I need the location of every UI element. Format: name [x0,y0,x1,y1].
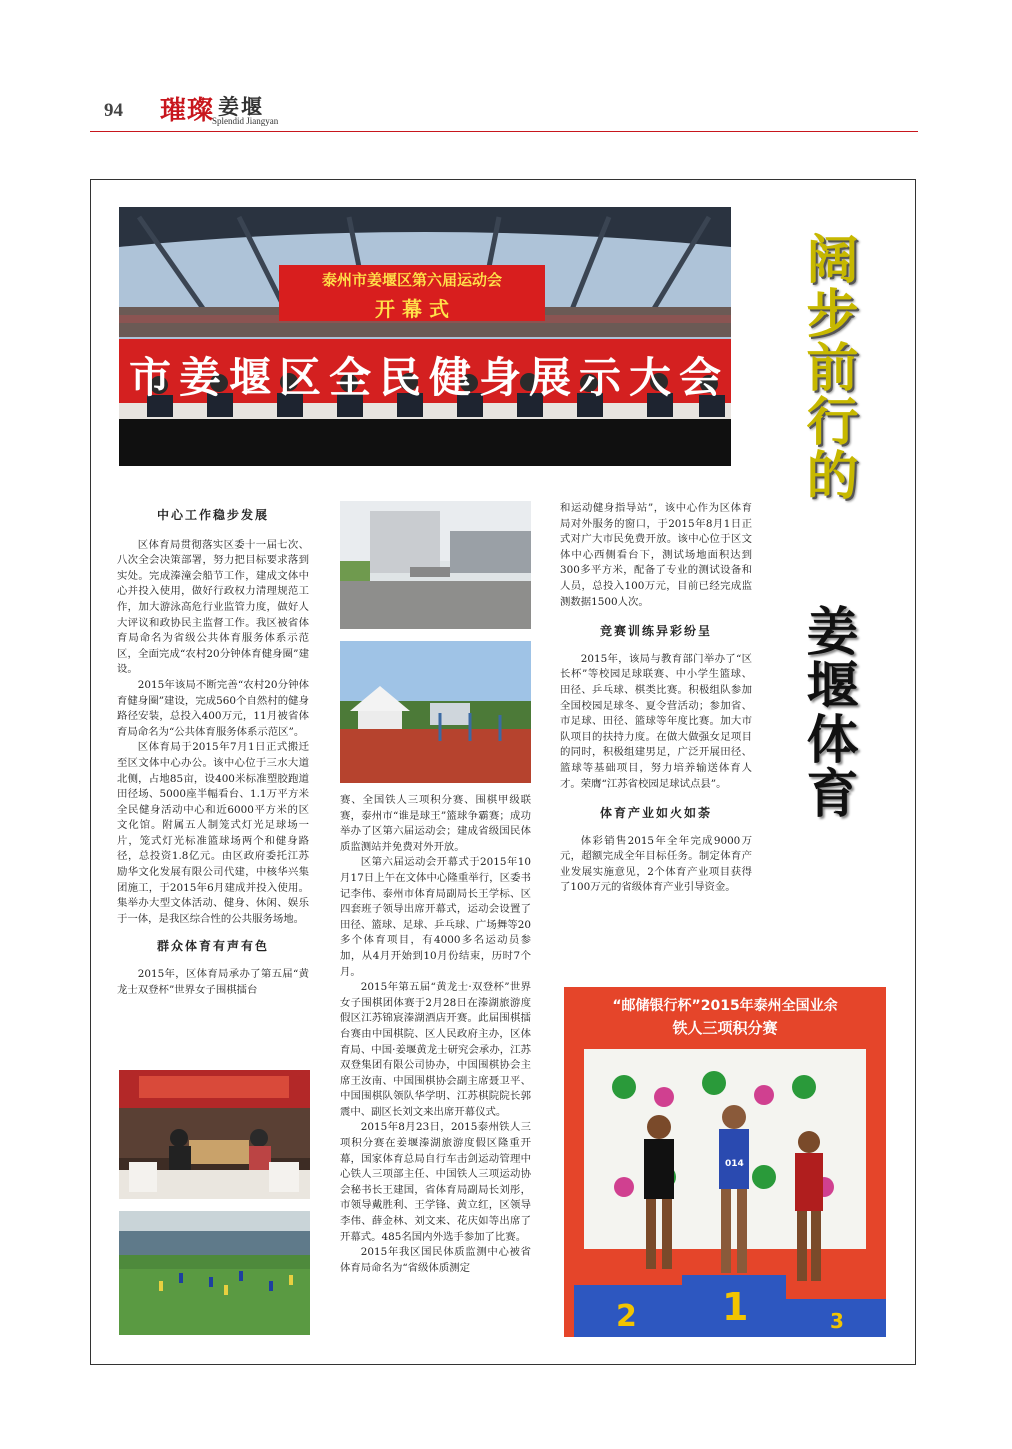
paragraph: 体彩销售2015年全年完成9000万元，超额完成全年目标任务。制定体育产业发展实施意见，2个体育产业项目获得了100万元的省级体育产业引导资金。 [560,834,752,894]
section-heading: 体育产业如火如荼 [599,806,712,821]
column-2 [340,793,531,1276]
bib-number: 014 [725,1159,744,1169]
logo-chinese: 璀璨 [160,96,215,126]
paragraph: 区体育局贯彻落实区委十一届七次、八次全会决策部署，努力把目标要求落到实处。完成溱潼会船节工作，建成文体中心并投入使用，做好行政权力清理规范工作，加大游泳高危行业监管力度，做好人大评议和政协民主监督工作。我区被省体育局命名为省级公共体育服务体系示范区，全面完成“农村20分钟体育健身圈”建设。 [117,538,309,676]
opening-ceremony-photo [119,207,731,466]
title-part-2: 姜堰体育 [797,604,858,820]
paragraph: 2015年该局不断完善“农村20分钟体育健身圈”建设，完成560个自然村的健身路径安装，总投入400万元，11月被省体育局命名为“公共体育服务体系示范区”。 [117,678,309,738]
title-part-1: 阔步前行的 [797,232,858,502]
backdrop-text: 市姜堰区全民健身展示大会 [129,353,729,402]
paragraph: 2015年8月23日，2015泰州铁人三项积分赛在姜堰溱湖旅游度假区隆重开幕，国家体育总局自行车击剑运动管理中心铁人三项部主任、中国铁人三项运动协会秘书长王建国，省体育局副局长刘彤，市领导戴胜利、王学锋、黄立红，区领导李伟、薛金林、刘文来、花庆如等出席了开幕式。485名国内外选手参加了比赛。 [340,1121,531,1243]
podium-third: 3 [830,1309,844,1333]
page-number: 94 [104,100,123,121]
paragraph: 2015年，区体育局承办了第五届“黄龙士双登杯”世界女子围棋擂台 [117,968,309,996]
section-heading: 竞赛训练异彩纷呈 [599,624,712,639]
column-3 [560,501,752,896]
go-match-photo [119,1070,310,1199]
paragraph: 区第六届运动会开幕式于2015年10月17日上午在文体中心隆重举行，区委书记李伟、泰州市体育局副局长王学标、区四套班子领导出席开幕式，运动会设置了田径、篮球、足球、乒乓球、广场舞等20多个体育项目，有4000多名运动员参加，从4月开始到10月份结束，历时7个月。 [340,856,531,978]
sports-center-photo [340,501,531,629]
paragraph: 和运动健身指导站”，该中心作为区体育局对外服务的窗口，于2015年8月1日正式对广大市民免费开放。该中心位于区文体中心西侧看台下，测试场地面积达到300多平方米，配备了专业的测试设备和人员，总投入100万元，目前已经完成监测数据1500人次。 [560,502,752,608]
logo-chinese-2: 姜堰 [218,94,265,119]
paragraph: 区体育局于2015年7月1日正式搬迁至区文体中心办公。该中心位于三水大道北侧，占地85亩，设400米标准塑胶跑道田径场、5000座半幅看台、1.1万平方米全民健身活动中心和近6000平方米的区文化馆。附属五人制笼式灯光足球场一片，笼式灯光标准篮球场两个和健身路径，总投资1.8亿元。由区政府委托江苏励华文化发展有限公司代建，中核华兴集团施工，于2015年6月建成并投入使用。集举办大型文体活动、健身、休闲、娱乐于一体，是我区综合性的公共服务场地。 [117,741,309,925]
section-heading: 群众体育有声有色 [156,939,269,954]
banner-line-2: 开 幕 式 [375,297,449,321]
stadium-illustration [119,207,731,466]
banner-line-1: 泰州市姜堰区第六届运动会 [321,271,502,289]
triathlon-banner-1: “邮储银行杯”2015年泰州全国业余 [612,998,838,1014]
magazine-logo [160,90,279,127]
section-heading: 中心工作稳步发展 [156,508,269,522]
football-photo [119,1211,310,1335]
podium-first: 1 [722,1285,749,1329]
paragraph: 赛、全国铁人三项积分赛、围棋甲级联赛，泰州市“谁是球王”篮球争霸赛；成功举办了区第六届运动会；建成省级国民体质监测站并免费对外开放。 [340,794,531,853]
header-rule [90,131,918,132]
fitness-park-photo [340,641,531,783]
paragraph: 2015年，该局与教育部门举办了“区长杯”等校园足球联赛、中小学生篮球、田径、乒乓球、棋类比赛。积极组队参加全国校园足球冬、夏令营活动；参加省、市足球、田径、篮球等年度比赛。加大市队项目的扶持力度。在做大做强女足项目的同时，积极组建男足，广泛开展田径、篮球等基础项目，努力培养输送体育人才。荣膺“江苏省校园足球试点县”。 [560,652,752,790]
triathlon-banner-2: 铁人三项积分赛 [672,1019,778,1037]
logo-english: Splendid Jiangyan [212,116,279,126]
triathlon-podium-photo [564,987,886,1337]
podium-second: 2 [616,1299,637,1334]
paragraph: 2015年第五届“黄龙士·双登杯”世界女子围棋团体赛于2月28日在溱湖旅游度假区江苏锦宸溱湖酒店开赛。此届围棋擂台赛由中国棋院、区人民政府主办，区体育局、中国·姜堰黄龙士研究会承办，江苏双登集团有限公司协办，中国围棋协会主席王汝南、中国围棋协会副主席聂卫平、中国围棋队领队华学明、江苏棋院院长郭震中、副区长刘文来出席开幕仪式。 [340,981,531,1118]
paragraph: 2015年我区国民体质监测中心被省体育局命名为“省级体质测定 [340,1246,531,1274]
column-1 [117,498,309,998]
